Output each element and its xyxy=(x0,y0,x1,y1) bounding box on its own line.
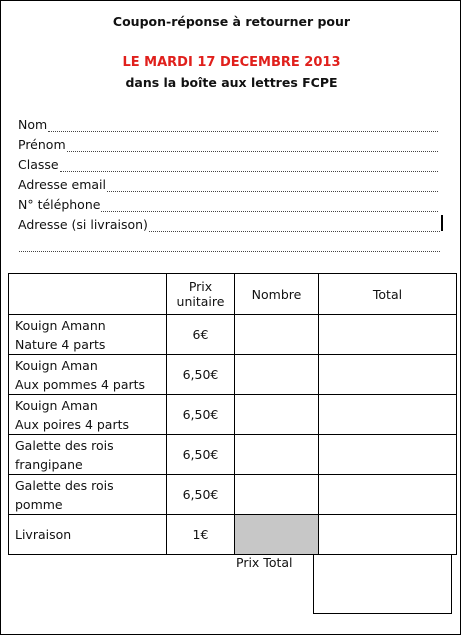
unit-price: 6,50€ xyxy=(167,395,235,435)
field-label: Prénom xyxy=(18,137,66,152)
table-row xyxy=(9,475,457,515)
unit-price: 6,50€ xyxy=(167,435,235,475)
table-row-delivery xyxy=(9,515,457,555)
field-label: Classe xyxy=(18,157,59,172)
quantity-cell[interactable] xyxy=(235,435,319,475)
product-name: Kouign Amann Nature 4 parts xyxy=(9,315,167,355)
text-cursor xyxy=(441,215,443,231)
drop-location: dans la boîte aux lettres FCPE xyxy=(125,75,338,90)
field-line xyxy=(60,159,438,172)
field-label: Adresse email xyxy=(18,177,106,192)
product-name: Kouign Aman Aux poires 4 parts xyxy=(9,395,167,435)
quantity-cell[interactable] xyxy=(235,315,319,355)
total-cell[interactable] xyxy=(319,435,457,475)
field-line xyxy=(67,139,438,152)
field-label: Nom xyxy=(18,117,48,132)
header-unit-price: Prix unitaire xyxy=(167,274,235,315)
field-line xyxy=(19,239,440,252)
field-adresse-continuation[interactable] xyxy=(18,234,440,252)
deadline-date: LE MARDI 17 DECEMBRE 2013 xyxy=(122,55,341,70)
product-name: Galette des rois pomme xyxy=(9,475,167,515)
order-table xyxy=(8,273,457,555)
unit-price: 6,50€ xyxy=(167,355,235,395)
table-row xyxy=(9,315,457,355)
total-cell[interactable] xyxy=(319,355,457,395)
header-product xyxy=(9,274,167,315)
field-nom[interactable] xyxy=(18,114,438,132)
product-name: Kouign Aman Aux pommes 4 parts xyxy=(9,355,167,395)
field-line xyxy=(48,119,438,132)
product-name: Livraison xyxy=(9,515,167,555)
unit-price: 6€ xyxy=(167,315,235,355)
quantity-cell[interactable] xyxy=(235,475,319,515)
header-total: Total xyxy=(319,274,457,315)
field-label: N° téléphone xyxy=(18,197,101,212)
header-quantity: Nombre xyxy=(235,274,319,315)
field-label: Adresse (si livraison) xyxy=(18,217,148,232)
quantity-cell[interactable] xyxy=(235,355,319,395)
table-row xyxy=(9,395,457,435)
unit-price: 6,50€ xyxy=(167,475,235,515)
price-total-box[interactable] xyxy=(313,554,452,614)
field-prenom[interactable] xyxy=(18,134,438,152)
table-header-row xyxy=(9,274,457,315)
coupon-title: Coupon-réponse à retourner pour xyxy=(112,14,351,29)
field-adresse[interactable] xyxy=(18,214,440,232)
quantity-cell-disabled xyxy=(235,515,319,555)
table-row xyxy=(9,435,457,475)
field-telephone[interactable] xyxy=(18,194,438,212)
product-name: Galette des rois frangipane xyxy=(9,435,167,475)
quantity-cell[interactable] xyxy=(235,395,319,435)
total-cell[interactable] xyxy=(319,315,457,355)
field-line xyxy=(101,199,438,212)
total-cell[interactable] xyxy=(319,475,457,515)
field-line xyxy=(149,219,440,232)
total-cell[interactable] xyxy=(319,515,457,555)
field-line xyxy=(107,179,438,192)
field-email[interactable] xyxy=(18,174,438,192)
unit-price: 1€ xyxy=(167,515,235,555)
field-classe[interactable] xyxy=(18,154,438,172)
total-cell[interactable] xyxy=(319,395,457,435)
table-row xyxy=(9,355,457,395)
price-total-label: Prix Total xyxy=(236,555,293,570)
